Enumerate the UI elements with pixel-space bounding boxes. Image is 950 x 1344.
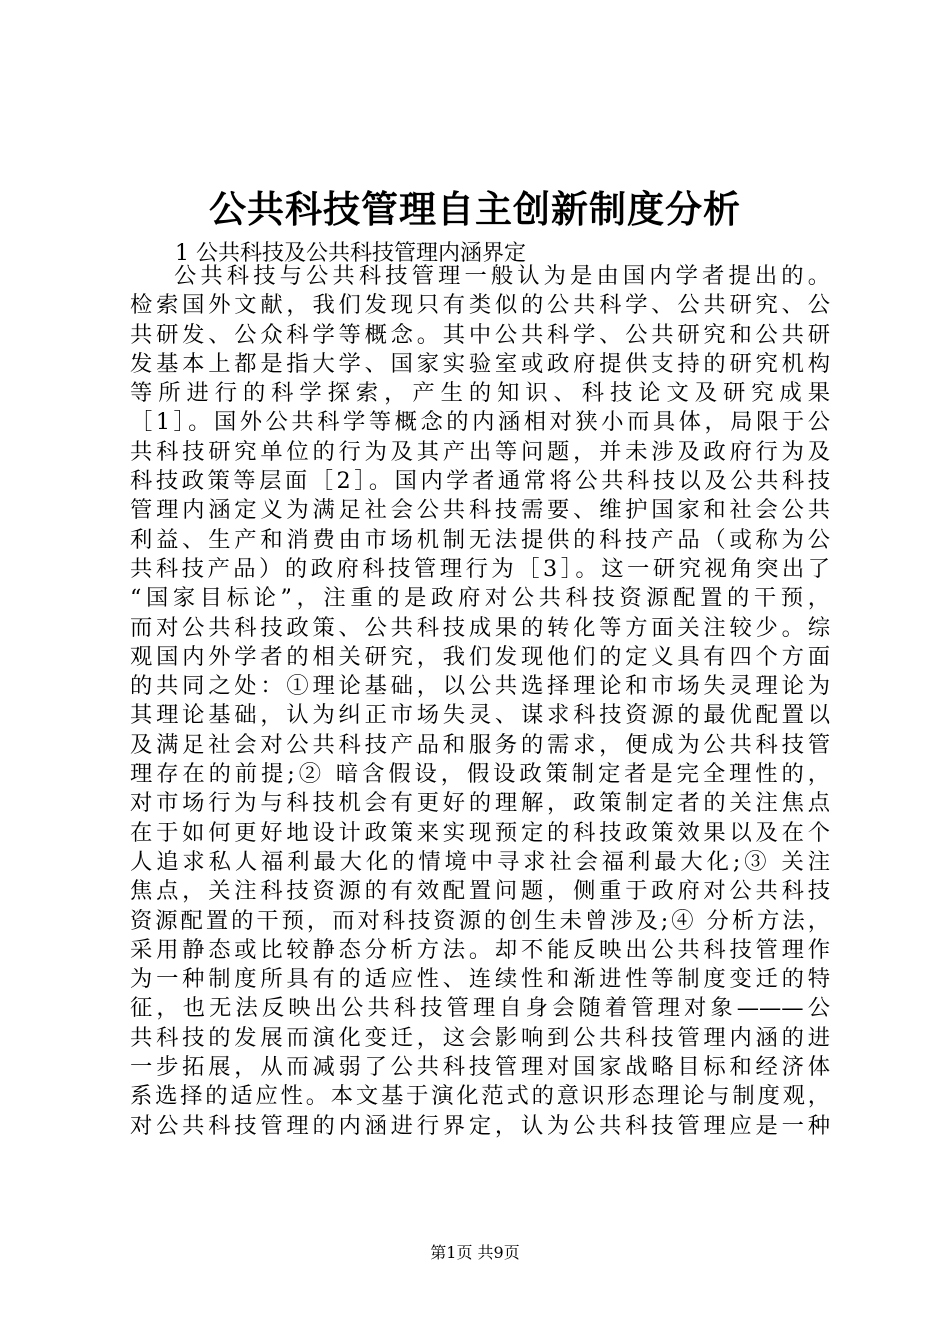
body-line: ［1］。国外公共科学等概念的内涵相对狭小而具体，局限于公 <box>130 409 830 436</box>
body-line: 而对公共科技政策、公共科技成果的转化等方面关注较少。综 <box>130 614 830 641</box>
body-line: 公共科技与公共科技管理一般认为是由国内学者提出的。 <box>174 263 830 289</box>
body-line: 焦点，关注科技资源的有效配置问题，侧重于政府对公共科技 <box>130 878 830 905</box>
body-line: 人追求私人福利最大化的情境中寻求社会福利最大化;③ 关注 <box>130 848 830 875</box>
body-line: 利益、生产和消费由市场机制无法提供的科技产品（或称为公 <box>130 526 830 553</box>
page-number-footer: 第1页 共9页 <box>430 1243 520 1262</box>
body-line: 系选择的适应性。本文基于演化范式的意识形态理论与制度观， <box>130 1083 830 1110</box>
body-line: 一步拓展，从而减弱了公共科技管理对国家战略目标和经济体 <box>130 1054 830 1081</box>
body-paragraph <box>130 262 830 1186</box>
body-line: 在于如何更好地设计政策来实现预定的科技政策效果以及在个 <box>130 819 830 846</box>
body-line: 观国内外学者的相关研究，我们发现他们的定义具有四个方面 <box>130 643 830 670</box>
body-line: 征，也无法反映出公共科技管理自身会随着管理对象———公 <box>130 995 830 1022</box>
document-title: 公共科技管理自主创新制度分析 <box>209 187 741 231</box>
body-line: 发基本上都是指大学、国家实验室或政府提供支持的研究机构 <box>130 350 830 377</box>
body-line: 等所进行的科学探索，产生的知识、科技论文及研究成果 <box>130 380 830 407</box>
body-line: 共科技研究单位的行为及其产出等问题，并未涉及政府行为及 <box>130 438 830 465</box>
body-line: 共科技产品）的政府科技管理行为［3］。这一研究视角突出了 <box>130 555 830 582</box>
body-line: “国家目标论”，注重的是政府对公共科技资源配置的干预， <box>130 585 830 612</box>
section-heading: 1 公共科技及公共科技管理内涵界定 <box>175 241 526 266</box>
body-line: 采用静态或比较静态分析方法。却不能反映出公共科技管理作 <box>130 936 830 963</box>
body-line: 及满足社会对公共科技产品和服务的需求，便成为公共科技管 <box>130 731 830 758</box>
body-line: 管理内涵定义为满足社会公共科技需要、维护国家和社会公共 <box>130 497 830 524</box>
body-line: 对市场行为与科技机会有更好的理解，政策制定者的关注焦点 <box>130 790 830 817</box>
body-line: 为一种制度所具有的适应性、连续性和渐进性等制度变迁的特 <box>130 966 830 993</box>
body-line: 其理论基础，认为纠正市场失灵、谋求科技资源的最优配置以 <box>130 702 830 729</box>
body-line: 共科技的发展而演化变迁，这会影响到公共科技管理内涵的进 <box>130 1024 830 1051</box>
body-line: 理存在的前提;② 暗含假设，假设政策制定者是完全理性的， <box>130 761 830 788</box>
body-line: 检索国外文献，我们发现只有类似的公共科学、公共研究、公 <box>130 292 830 319</box>
body-line: 的共同之处：①理论基础，以公共选择理论和市场失灵理论为 <box>130 673 830 700</box>
body-line: 资源配置的干预，而对科技资源的创生未曾涉及;④ 分析方法， <box>130 907 830 934</box>
body-line: 共研发、公众科学等概念。其中公共科学、公共研究和公共研 <box>130 321 830 348</box>
body-line: 科技政策等层面［2］。国内学者通常将公共科技以及公共科技 <box>130 468 830 495</box>
body-line: 对公共科技管理的内涵进行界定，认为公共科技管理应是一种 <box>130 1112 830 1139</box>
